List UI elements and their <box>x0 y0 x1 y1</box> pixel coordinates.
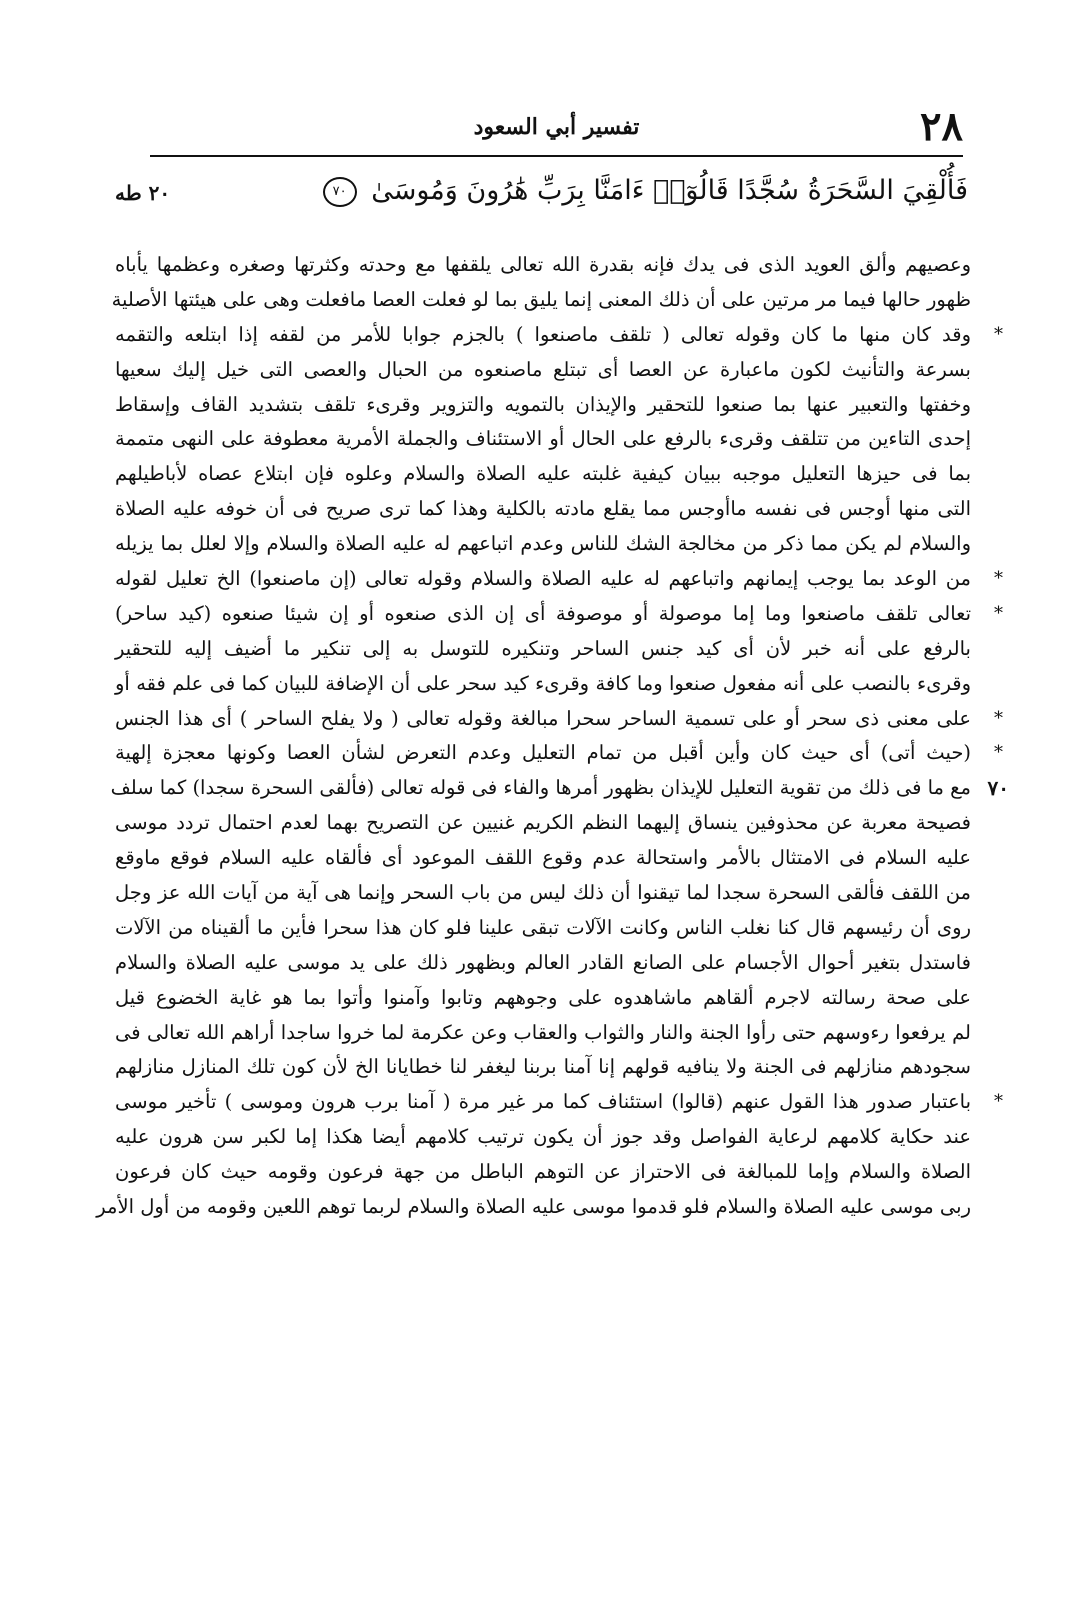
commentary-line-text: والسلام لم يكن مما ذكر من مخالجة الشك للناس وعدم اتباعهم له عليه الصلاة والسلام وإلا لعلل بما يزيله <box>115 532 971 556</box>
commentary-line-text: وعصيهم وألق العويد الذى فى يدك فإنه بقدرة الله تعالى يلقفها مع وحدته وكثرتها وصغره وعظمها يأباه <box>115 253 971 276</box>
commentary-line <box>115 527 1003 562</box>
segment-marker: * <box>994 742 1003 764</box>
commentary-line-text: عند حكاية كلامهم لرعاية الفواصل وقد جوز أن يكون ترتيب كلامهم أيضا هكذا إما لكبر سن هرون عليه <box>115 1125 971 1149</box>
quran-verse <box>323 172 968 210</box>
commentary-line-text: باعتبار صدور هذا القول عنهم (قالوا) استئناف كما مر غير مرة ( آمنا برب هرون وموسى ) تأخير موسى <box>115 1090 971 1114</box>
commentary-line <box>115 1120 1003 1155</box>
commentary-line <box>115 702 1003 737</box>
commentary-line-text: إحدى التاءين من تتلقف وقرىء بالرفع على الحال أو الاستئناف والجملة الأمرية معطوفة على النهى متممة <box>115 427 972 451</box>
commentary-line <box>115 946 1003 981</box>
commentary-line <box>115 388 1003 423</box>
commentary-line <box>115 1050 1003 1085</box>
commentary-line <box>115 736 1003 771</box>
commentary-line <box>115 911 1003 946</box>
page-header <box>150 104 963 154</box>
commentary-line <box>96 1190 1003 1225</box>
segment-marker: * <box>994 707 1003 729</box>
commentary-line <box>115 562 1003 597</box>
ayah-number-margin: ٧٠ <box>987 776 1009 801</box>
commentary-line-text: تعالى تلقف ماصنعوا وما إما موصولة أو موصوفة أى إن الذى صنعوه أو إن شيئا صنعوه (كيد ساحر) <box>115 601 971 625</box>
commentary-line-text: فصيحة معربة عن محذوفين ينساق إليهما النظم الكريم غنيين عن التصريح بهما لعدم احتمال تردد موسى <box>115 811 971 835</box>
commentary-line-text: بالرفع على أنه خبر لأن أى كيد جنس الساحر وتنكيره للتوسل به إلى تنكير ما أضيف إليه للتحقير <box>115 636 971 660</box>
segment-marker: * <box>994 1091 1003 1113</box>
commentary-line <box>115 353 1003 388</box>
commentary-line <box>115 841 1003 876</box>
commentary-body <box>96 248 1009 1225</box>
header-rule <box>150 155 963 157</box>
commentary-line <box>115 1155 1003 1190</box>
commentary-line <box>115 1085 1003 1120</box>
commentary-line-text: الصلاة والسلام وإما للمبالغة فى الاحتراز عن التوهم الباطل من جهة فرعون وقومه حيث كان فرعون <box>115 1160 971 1184</box>
segment-marker: * <box>994 568 1003 590</box>
commentary-line-text: عليه السلام فى الامتثال بالأمر واستحالة عدم وقوع اللقف الموعود أى فألقاه عليه السلام فوقع ماوقع <box>115 846 971 870</box>
commentary-line <box>115 318 1003 353</box>
commentary-line-text: وقرىء بالنصب على أنه مفعول صنعوا وما كافة وقرىء كيد سحر على أن الإضافة للبيان كما فى علم فقه أو <box>115 671 971 695</box>
commentary-line-text: وخفتها والتعبير عنها بما صنعوا للتحقير والإيذان بالتمويه والتزوير وقرىء تلقف بتشديد القاف وإسقاط <box>115 392 971 416</box>
commentary-line-text: (حيث أتى) أى حيث كان وأين أقبل من تمام التعليل وعدم التعرض لشأن العصا وكونها معجزة إلهية <box>115 741 971 765</box>
commentary-line <box>115 248 1003 283</box>
commentary-line <box>115 806 1003 841</box>
segment-marker: * <box>994 602 1003 624</box>
commentary-line-text: بسرعة والتأنيث لكون ماعبارة عن العصا أى تبتلع ماصنعوه من الحبال والعصى التى خيل إليك سعيها <box>115 357 971 381</box>
commentary-line <box>111 283 1003 318</box>
commentary-line <box>115 457 1003 492</box>
commentary-line-text: التى منها أوجس فى نفسه ماأوجس مما يقلع مادته بالكلية وهذا كما ترى صريح فى أن خوفه عليه الصلاة <box>115 497 971 521</box>
commentary-line-text: من اللقف فألقى السحرة سجدا لما تيقنوا أن ذلك ليس من باب السحر وإنما هى آية من آيات الله عز وجل <box>115 881 971 905</box>
commentary-line-text: ظهور حالها فيما مر مرتين على أن ذلك المعنى إنما يليق بما لو فعلت العصا مافعلت وهى على هيئتها الأصلية <box>111 287 971 311</box>
quran-verse-text: فَأُلْقِيَ السَّحَرَةُ سُجَّدًا قَالُوٓا۟ ءَامَنَّا بِرَبِّ هَٰرُونَ وَمُوسَىٰ <box>371 175 968 206</box>
page-number: ٢٨ <box>920 103 963 150</box>
commentary-line <box>110 771 1009 806</box>
commentary-line-text: ربى موسى عليه الصلاة والسلام فلو قدموا موسى عليه الصلاة والسلام لربما توهم اللعين وقومه من أول الأمر <box>96 1195 971 1219</box>
commentary-line-text: من الوعد بما يوجب إيمانهم واتباعهم له عليه الصلاة والسلام وقوله تعالى (إن ماصنعوا) الخ تعليل لقوله <box>115 567 971 591</box>
commentary-line <box>115 492 1003 527</box>
commentary-line-text: سجودهم منازلهم فى الجنة ولا ينافيه قولهم إنا آمنا بربنا ليغفر لنا خطايانا الخ لأن كون تلك المنازل منازلهم <box>115 1055 971 1079</box>
surah-reference: ٢٠ طه <box>115 181 171 205</box>
segment-marker: * <box>994 323 1003 345</box>
commentary-line-text: وقد كان منها ما كان وقوله تعالى ( تلقف ماصنعوا ) بالجزم جوابا للأمر من لقفه إذا ابتلعه والتقمه <box>115 322 971 346</box>
running-title: تفسير أبي السعود <box>473 114 640 140</box>
commentary-line-text: على صحة رسالته لاجرم ألقاهم ماشاهدوه على وجوههم وتابوا وآمنوا وأتوا بما هو غاية الخضوع قيل <box>115 985 971 1009</box>
commentary-line <box>115 876 1003 911</box>
commentary-line <box>115 597 1003 632</box>
commentary-line-text: روى أن رئيسهم قال كنا نغلب الناس وكانت الآلات تبقى علينا فلو كان هذا سحرا فأين ما ألقيناه من الآلات <box>115 915 971 939</box>
commentary-line <box>115 667 1003 702</box>
commentary-line-text: مع ما فى ذلك من تقوية التعليل للإيذان بظهور أمرها والفاء فى قوله تعالى (فألقى السحرة سجدا) كما سلف <box>110 776 971 800</box>
ayah-number-marker: ٧٠ <box>323 177 357 207</box>
commentary-line <box>115 1016 1003 1051</box>
commentary-line-text: بما فى حيزها التعليل موجبه ببيان كيفية غلبته عليه الصلاة والسلام وعلوه فإن ابتلاع عصاه لأباطيلهم <box>115 462 971 486</box>
quran-verse-line <box>115 168 968 218</box>
commentary-line-text: فاستدل بتغير أحوال الأجسام على الصانع القادر العالم وبظهور ذلك على يد موسى عليه الصلاة والسلام <box>115 950 971 974</box>
commentary-line-text: على معنى ذى سحر أو على تسمية الساحر سحرا مبالغة وقوله تعالى ( ولا يفلح الساحر ) أى هذا الجنس <box>115 706 971 730</box>
commentary-line <box>115 422 1003 457</box>
commentary-line <box>115 981 1003 1016</box>
commentary-line <box>115 632 1003 667</box>
commentary-line-text: لم يرفعوا رءوسهم حتى رأوا الجنة والنار والثواب والعقاب وعن عكرمة لما خروا ساجدا أراهم الله تعالى فى <box>115 1020 971 1044</box>
